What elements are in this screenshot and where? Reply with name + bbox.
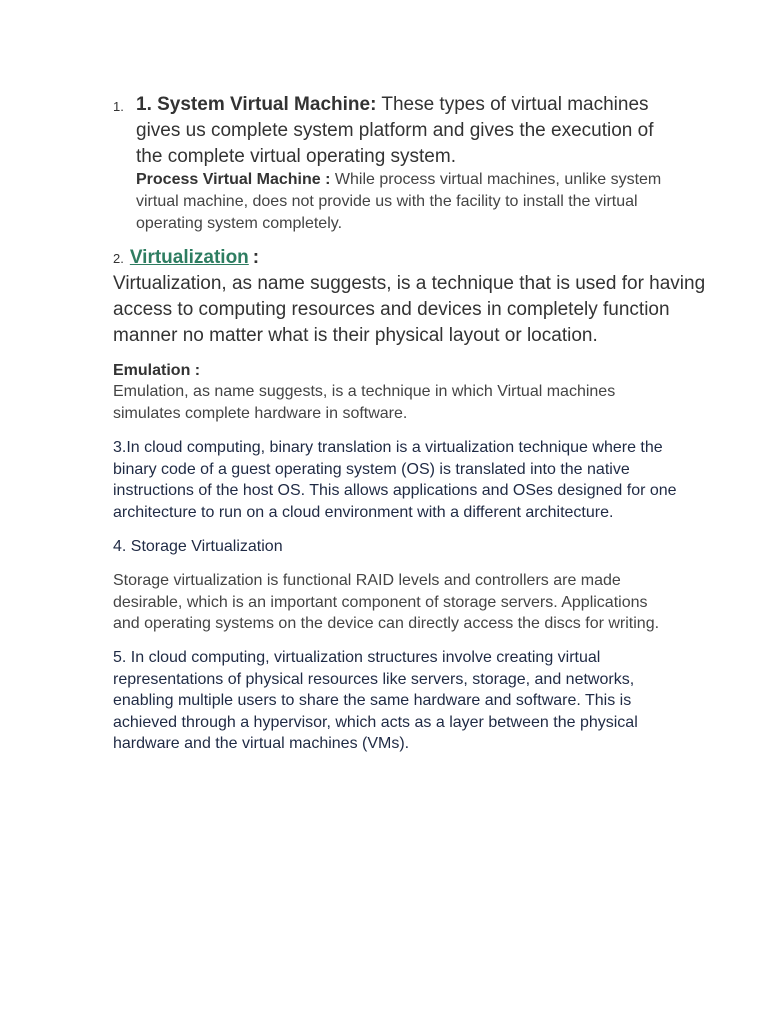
storage-virtualization-heading: 4. Storage Virtualization	[113, 538, 283, 555]
storage-virtualization-paragraph: Storage virtualization is functional RAID levels and controllers are made desirable, which is an important component of storage servers. Applications and operating systems on the device can directly access the discs for writing.	[113, 572, 660, 632]
system-vm-text: These types of virtual machines gives us complete system platform and gives the execution of the complete virtual operating system.	[136, 94, 654, 167]
virtualization-link[interactable]: Virtualization	[129, 247, 249, 268]
heading-colon: :	[252, 247, 260, 268]
system-vm-heading: 1. System Virtual Machine:	[136, 94, 377, 115]
virtualization-paragraph: Virtualization, as name suggests, is a technique that is used for having access to computing resources and devices in completely function manner no matter what is their physical layout or location.	[113, 273, 706, 346]
emulation-paragraph: Emulation, as name suggests, is a technique in which Virtual machines simulates complete hardware in software.	[113, 383, 616, 422]
virtualization-heading	[113, 245, 259, 272]
process-vm-text: While process virtual machines, unlike system virtual machine, does not provide us with the facility to install the virtual operating system completely.	[136, 171, 662, 232]
system-vm-paragraph	[136, 92, 676, 170]
emulation-heading: Emulation :	[113, 362, 201, 379]
process-vm-heading: Process Virtual Machine :	[136, 171, 331, 188]
binary-translation-paragraph: 3.In cloud computing, binary translation is a virtualization technique where the binary code of a guest operating system (OS) is translated into the native instructions of the host OS. This allows applications and OSes designed for one architecture to run on a cloud environment with a different architecture.	[113, 439, 677, 521]
list-marker: 1.	[113, 99, 124, 114]
process-vm-paragraph	[136, 169, 676, 235]
virtualization-structures-paragraph: 5. In cloud computing, virtualization structures involve creating virtual representations of physical resources like servers, storage, and networks, enabling multiple users to share the same hardware and software. This is achieved through a hypervisor, which acts as a layer between the physical hardware and the virtual machines (VMs).	[113, 649, 638, 752]
list-marker: 2.	[113, 251, 124, 266]
